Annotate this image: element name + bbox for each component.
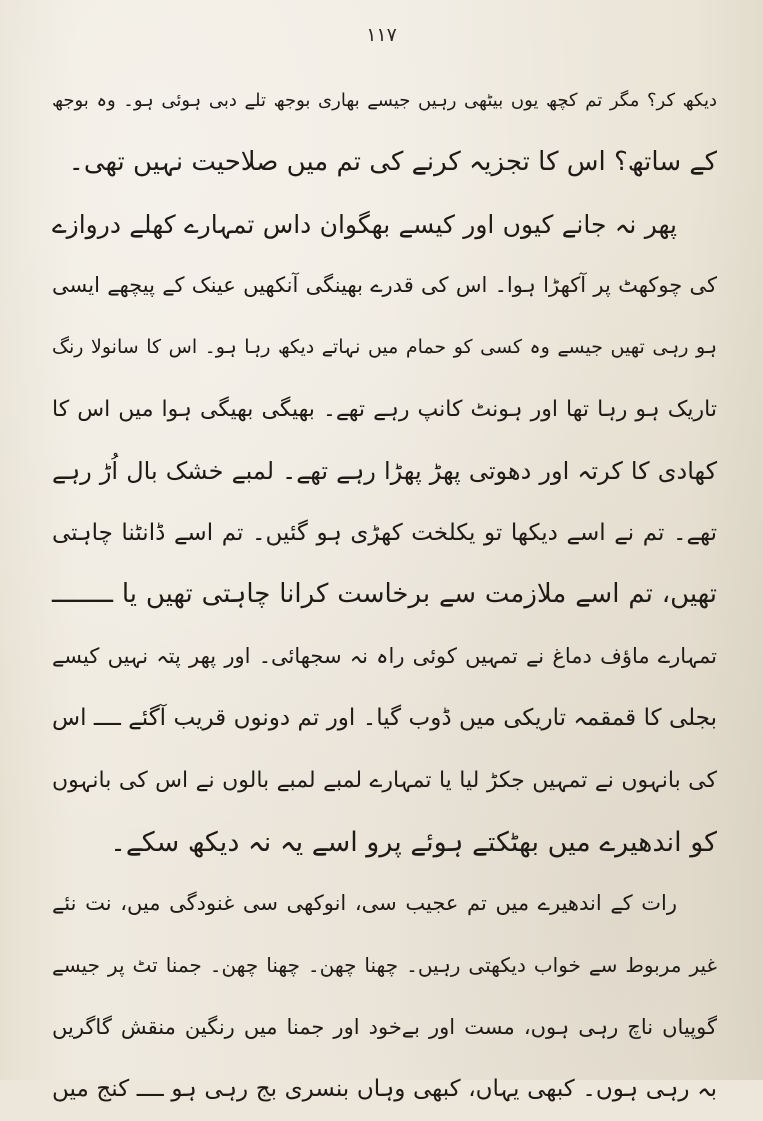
- text-line: کھادی کا کرتہ اور دھوتی پھڑ پھڑا رہے تھے۔ لمبے خشک بال اُڑ رہے: [52, 456, 717, 485]
- text-line: کی چوکھٹ پر آکھڑا ہوا۔ اس کی قدرے بھینگی آنکھیں عینک کے پیچھے ایسی: [52, 273, 717, 298]
- text-line: کے ساتھ؟ اس کا تجزیہ کرنے کی تم میں صلاحیت نہیں تھی۔: [68, 146, 717, 177]
- text-line: کو اندھیرے میں بھٹکتے ہوئے پرو اسے یہ نہ دیکھ سکے۔: [110, 826, 717, 858]
- text-line: تھے۔ تم نے اسے دیکھا تو یکلخت کھڑی ہو گئیں۔ تم اسے ڈانٹنا چاہتی: [52, 519, 717, 546]
- text-line: کی بانہوں نے تمہیں جکڑ لیا یا تمہارے لمبے لمبے بالوں نے اس کی بانہوں: [52, 767, 717, 793]
- urdu-body-text: [52, 70, 717, 1121]
- text-line: دیکھ کر؟ مگر تم کچھ یوں بیٹھی رہیں جیسے بھاری بوجھ تلے دبی ہوئی ہو۔ وہ بوجھ: [52, 90, 717, 111]
- text-line: ہو رہی تھیں جیسے وہ کسی کو حمام میں نہاتے دیکھ رہا ہو۔ اس کا سانولا رنگ: [52, 336, 717, 359]
- text-line: غیر مربوط سے خواب دیکھتی رہیں۔ چھنا چھن۔ چھنا چھن۔ جمنا تٹ پر جیسے: [52, 953, 717, 978]
- page-number: ۱۱۷: [366, 24, 397, 46]
- text-line: گوپیاں ناچ رہی ہوں، مست اور بےخود اور جمنا میں رنگین منقش گاگریں: [52, 1014, 717, 1039]
- text-line: رات کے اندھیرے میں تم عجیب سی، انوکھی سی غنودگی میں، نت نئے: [52, 891, 677, 916]
- text-line: پھر نہ جانے کیوں اور کیسے بھگوان داس تمہارے کھلے دروازے: [52, 209, 677, 239]
- text-line: تمہارے ماؤف دماغ نے تمہیں کوئی راہ نہ سجھائی۔ اور پھر پتہ نہیں کیسے: [52, 644, 717, 669]
- text-line: تھیں، تم اسے ملازمت سے برخاست کرانا چاہتی تھیں یا ــــــــ: [52, 579, 717, 610]
- text-line: بہ رہی ہوں۔ کبھی یہاں، کبھی وہاں بنسری بج رہی ہو ــــ کنج میں: [52, 1075, 717, 1102]
- text-line: تاریک ہو رہا تھا اور ہونٹ کانپ رہے تھے۔ بھیگی بھیگی ہوا میں اس کا: [52, 396, 717, 422]
- text-line: بجلی کا قمقمہ تاریکی میں ڈوب گیا۔ اور تم دونوں قریب آگئے ــــ اس: [52, 704, 717, 731]
